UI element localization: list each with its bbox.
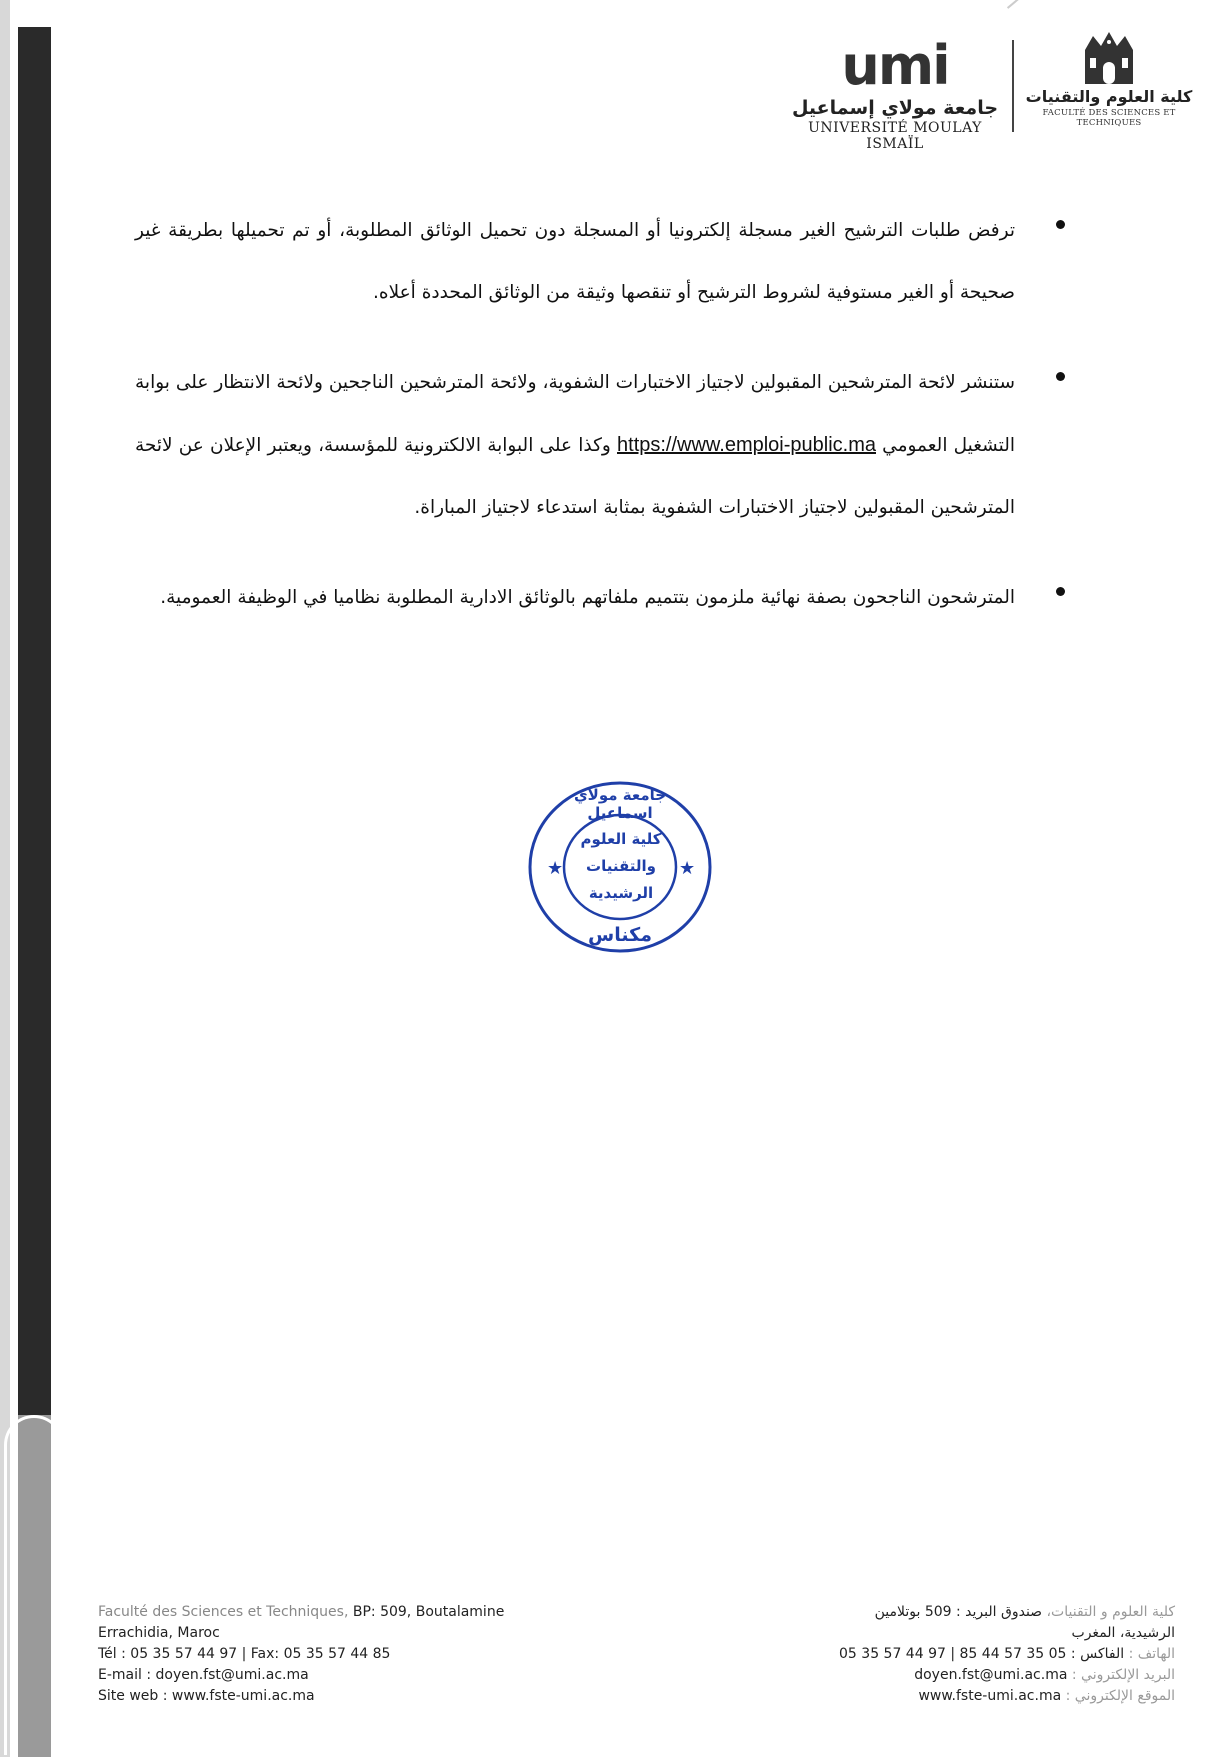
scan-corner-mark bbox=[1007, 0, 1025, 9]
bullet-text-before-url: ستنشر لائحة المترشحين المقبولين لاجتياز الاختبارات الشفوية، ولائحة المترشحين الناجحين ولائحة الانتظار على بوابة التشغيل العمومي bbox=[135, 372, 1015, 456]
header-divider bbox=[1012, 40, 1014, 132]
fst-logo bbox=[1024, 28, 1194, 128]
bullet-dot-icon bbox=[1056, 587, 1065, 596]
footer-tel-fax: Tél : 05 35 57 44 97 | Fax: 05 35 57 44 85 bbox=[98, 1646, 391, 1662]
footer-arabic bbox=[730, 1602, 1175, 1707]
fst-latin-name: FACULTÉ DES SCIENCES ET TECHNIQUES bbox=[1042, 108, 1176, 128]
bullet-text: ترفض طلبات الترشيح الغير مسجلة إلكترونيا أو المسجلة دون تحميل الوثائق المطلوبة، أو تم تحميلها بطريقة غير صحيحة أو الغير مستوفية لشروط الترشيح أو تنقصها وثيقة من الوثائق المحددة أعلاه. bbox=[135, 220, 1015, 303]
bullet-item bbox=[135, 567, 1095, 629]
footer-french bbox=[98, 1602, 618, 1707]
document-body bbox=[135, 200, 1095, 657]
footer-institution-ar: كلية العلوم و التقنيات، bbox=[1046, 1604, 1175, 1620]
footer-email-label: البريد الإلكتروني : bbox=[1071, 1667, 1175, 1683]
stamp-top-text: جامعة مولاي اسماعيل bbox=[573, 786, 667, 822]
footer-address: BP: 509, Boutalamine bbox=[352, 1604, 505, 1620]
footer-institution: Faculté des Sciences et Techniques, bbox=[98, 1604, 349, 1620]
footer-city: Errachidia, Maroc bbox=[98, 1625, 220, 1641]
footer-address-line-ar bbox=[730, 1602, 1175, 1623]
stamp-center-text bbox=[573, 826, 669, 912]
footer-site-value: www.fste-umi.ac.ma bbox=[918, 1688, 1062, 1704]
bullet-text bbox=[135, 352, 1015, 539]
footer-email-value: doyen.fst@umi.ac.ma bbox=[914, 1667, 1068, 1683]
official-stamp bbox=[525, 778, 715, 956]
svg-text:★: ★ bbox=[679, 858, 696, 879]
umi-latin-name: UNIVERSITÉ MOULAY ISMAÏL bbox=[808, 120, 982, 152]
fst-arabic-name: كلية العلوم والتقنيات bbox=[1025, 87, 1193, 106]
footer-site: Site web : www.fste-umi.ac.ma bbox=[98, 1688, 315, 1704]
bullet-dot-icon bbox=[1056, 372, 1065, 381]
stamp-line: كلية العلوم bbox=[580, 830, 662, 848]
svg-text:★: ★ bbox=[547, 858, 564, 879]
footer-phone-label: الهاتف : bbox=[1128, 1646, 1175, 1662]
footer-address-line bbox=[98, 1602, 618, 1623]
umi-arabic-name: جامعة مولاي إسماعيل bbox=[791, 97, 999, 119]
footer-site-label: الموقع الإلكتروني : bbox=[1065, 1688, 1175, 1704]
bullet-item bbox=[135, 352, 1095, 539]
stamp-bottom-text: مكناس bbox=[588, 924, 652, 946]
umi-logo-letters: umi bbox=[841, 34, 949, 97]
footer-phone-ar bbox=[730, 1644, 1175, 1665]
emploi-public-link[interactable]: https://www.emploi-public.ma bbox=[617, 434, 876, 456]
footer-email-ar bbox=[730, 1665, 1175, 1686]
umi-logo bbox=[790, 34, 1000, 152]
footer-address-ar: صندوق البريد : 509 بوتلامين bbox=[874, 1604, 1043, 1620]
footer-email: E-mail : doyen.fst@umi.ac.ma bbox=[98, 1667, 309, 1683]
bullet-text-after-url: وكذا على البوابة الالكترونية للمؤسسة، ويعتبر الإعلان عن لائحة المترشحين المقبولين لاجتياز الاختبارات الشفوية بمثابة استدعاء لاجتياز المباراة. bbox=[135, 435, 1015, 518]
bullet-text: المترشحون الناجحون بصفة نهائية ملزمون بتتميم ملفاتهم بالوثائق الادارية المطلوبة نظاميا في الوظيفة العمومية. bbox=[160, 587, 1015, 608]
footer-city-ar: الرشيدية، المغرب bbox=[1071, 1625, 1175, 1641]
fst-building-icon bbox=[1079, 28, 1139, 86]
bullet-dot-icon bbox=[1056, 220, 1065, 229]
stamp-line: الرشيدية bbox=[588, 884, 654, 902]
stamp-line: والتقنيات bbox=[586, 857, 656, 875]
bullet-item bbox=[135, 200, 1095, 324]
footer-phone-value: 05 35 57 44 97 | الفاكس : 05 35 57 44 85 bbox=[839, 1646, 1125, 1662]
footer-site-ar bbox=[730, 1686, 1175, 1707]
decorative-sidebar-curve bbox=[4, 1415, 64, 1755]
